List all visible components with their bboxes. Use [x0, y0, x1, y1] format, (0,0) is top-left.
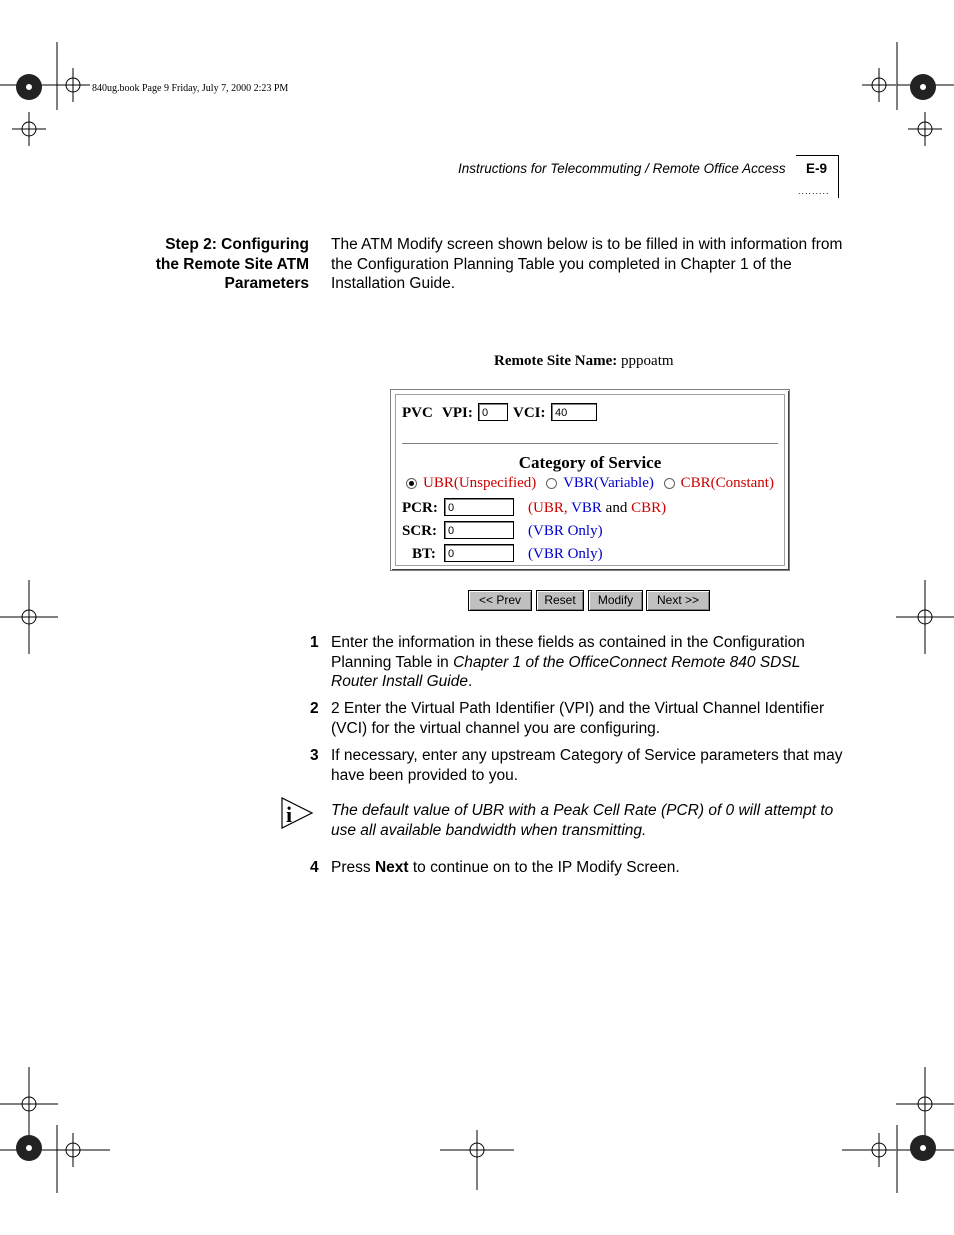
step-number: 3 — [310, 747, 319, 764]
prev-button[interactable]: << Prev — [468, 590, 532, 611]
step-item — [310, 858, 845, 878]
folio-dots: ......... — [798, 186, 830, 196]
radio-vbr-label: VBR(Variable) — [563, 475, 654, 491]
next-button[interactable]: Next >> — [646, 590, 710, 611]
step-text-italic: Chapter 1 of the OfficeConnect Remote 840 SDSL Router Install Guide — [331, 653, 801, 690]
side-head-line: the Remote Site ATM — [155, 255, 309, 273]
modify-button[interactable]: Modify — [588, 590, 643, 611]
reset-button[interactable]: Reset — [536, 590, 584, 611]
pcr-note-and: and — [605, 500, 628, 516]
bt-input[interactable]: 0 — [444, 544, 514, 562]
pcr-label: PCR: — [402, 500, 438, 516]
step-text-part: Press — [331, 859, 375, 876]
remote-site-label: Remote Site Name: — [494, 353, 618, 369]
bt-note: (VBR Only) — [528, 546, 603, 562]
note-text: The default value of UBR with a Peak Cell Rate (PCR) of 0 will attempt to use all available bandwidth when transmitting. — [331, 802, 834, 839]
pcr-note-ubr: (UBR, — [528, 500, 568, 516]
step-number: 2 — [310, 700, 319, 717]
step-text — [331, 858, 845, 878]
radio-ubr-label: UBR(Unspecified) — [423, 475, 537, 491]
category-of-service-title: Category of Service — [518, 453, 662, 472]
step-text: 2 Enter the Virtual Path Identifier (VPI) and the Virtual Channel Identifier (VCI) for the virtual channel you are configuring. — [331, 700, 825, 737]
step-item — [310, 746, 845, 785]
remote-site-name — [494, 353, 674, 370]
running-header: Instructions for Telecommuting / Remote Office Access — [458, 161, 786, 176]
scr-note: (VBR Only) — [528, 523, 603, 539]
side-head-line: Parameters — [224, 275, 309, 292]
page-folio: E-9 — [806, 161, 828, 176]
intro-paragraph: The ATM Modify screen shown below is to be filled in with information from the Configuration Planning Table you completed in Chapter 1 of the Installation Guide. — [331, 236, 843, 292]
svg-text:i: i — [286, 802, 293, 827]
pvc-label: PVC — [402, 405, 433, 421]
step-text-part: to continue on to the IP Modify Screen. — [408, 859, 680, 876]
step-text-bold: Next — [374, 859, 409, 876]
step-text-part: . — [468, 673, 473, 690]
pcr-note — [528, 500, 666, 517]
form-divider — [402, 443, 778, 445]
step-item — [310, 633, 845, 692]
info-note-icon — [280, 796, 314, 830]
pcr-note-vbr: VBR — [571, 500, 602, 516]
step-text-part: Enter the information in these fields as contained in the Configuration Planning Table in — [331, 634, 805, 671]
pcr-input[interactable]: 0 — [444, 498, 514, 516]
step-number: 1 — [310, 634, 319, 651]
bt-label: BT: — [412, 546, 436, 562]
radio-vbr[interactable] — [546, 478, 557, 489]
step-item — [310, 699, 845, 738]
book-slug: 840ug.book Page 9 Friday, July 7, 2000 2:23 PM — [92, 83, 289, 94]
radio-cbr-label: CBR(Constant) — [680, 475, 774, 491]
step-text: If necessary, enter any upstream Category of Service parameters that may have been provided to you. — [331, 747, 843, 784]
side-head-line: Step 2: Configuring — [165, 236, 309, 253]
step-text — [331, 633, 845, 692]
scr-input[interactable]: 0 — [444, 521, 514, 539]
radio-cbr[interactable] — [664, 478, 675, 489]
vci-input[interactable]: 40 — [551, 403, 597, 421]
cos-radio-group — [406, 475, 774, 492]
radio-ubr[interactable] — [406, 478, 417, 489]
scr-label: SCR: — [402, 523, 438, 539]
step-number: 4 — [310, 859, 319, 876]
remote-site-value: pppoatm — [621, 353, 674, 369]
atm-form-frame — [390, 389, 790, 571]
vpi-label: VPI: — [442, 405, 473, 421]
atm-form-inner — [395, 394, 785, 566]
vpi-input[interactable]: 0 — [478, 403, 508, 421]
vci-label: VCI: — [513, 405, 546, 421]
section-side-head — [120, 235, 309, 294]
pcr-note-cbr: CBR) — [631, 500, 667, 516]
